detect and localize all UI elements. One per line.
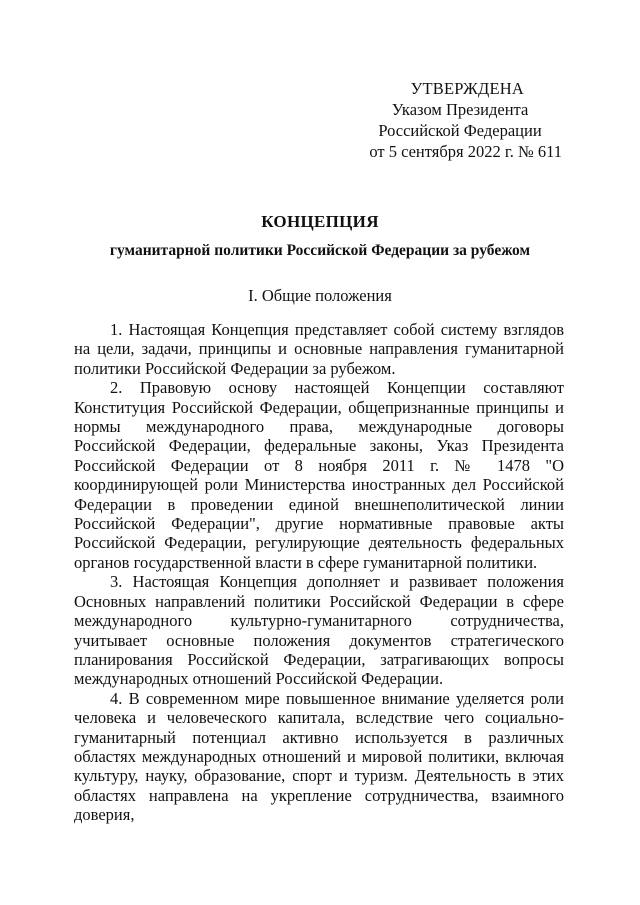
document-title: КОНЦЕПЦИЯ xyxy=(261,212,379,231)
approval-date-line: от 5 сентября 2022 г. № 611 xyxy=(369,142,562,161)
paragraph-2: 2. Правовую основу настоящей Концепции составляют Конституция Российской Федерации, общепризнанные принципы и нормы международного права, международные договоры Российской Федерации, федеральные законы, Указ Президента Российской Федерации от 8 ноября 2011 г. № 1478 "О координирующей роли Министерства иностранных дел Российской Федерации в проведении единой внешнеполитической линии Российской Федерации", другие нормативные правовые акты Российской Федерации, регулирующие деятельность федеральных органов государственной власти в сфере гуманитарной политики. xyxy=(74,378,564,572)
approval-block xyxy=(342,78,562,162)
approval-stamp: УТВЕРЖДЕНА xyxy=(410,79,524,98)
paragraph-4: 4. В современном мире повышенное внимание уделяется роли человека и человеческого капитала, вследствие чего социально-гуманитарный потенциал активно используется в различных областях международных отношений и мировой политики, включая культуру, науку, образование, спорт и туризм. Деятельность в этих областях направлена на укрепление сотрудничества, взаимного доверия, xyxy=(74,688,564,825)
approval-country-line: Российской Федерации xyxy=(378,121,542,140)
approval-issuer-line: Указом Президента xyxy=(391,100,529,119)
document-body xyxy=(74,320,564,825)
section-heading: I. Общие положения xyxy=(248,286,392,305)
paragraph-1: 1. Настоящая Концепция представляет собой систему взглядов на цели, задачи, принципы и основные направления гуманитарной политики Российской Федерации за рубежом. xyxy=(74,320,564,378)
paragraph-3: 3. Настоящая Концепция дополняет и развивает положения Основных направлений политики Российской Федерации в сфере международного культурно-гуманитарного сотрудничества, учитывает основные положения документов стратегического планирования Российской Федерации, затрагивающих вопросы международных отношений Российской Федерации. xyxy=(74,572,564,689)
document-subtitle: гуманитарной политики Российской Федерации за рубежом xyxy=(109,242,531,259)
